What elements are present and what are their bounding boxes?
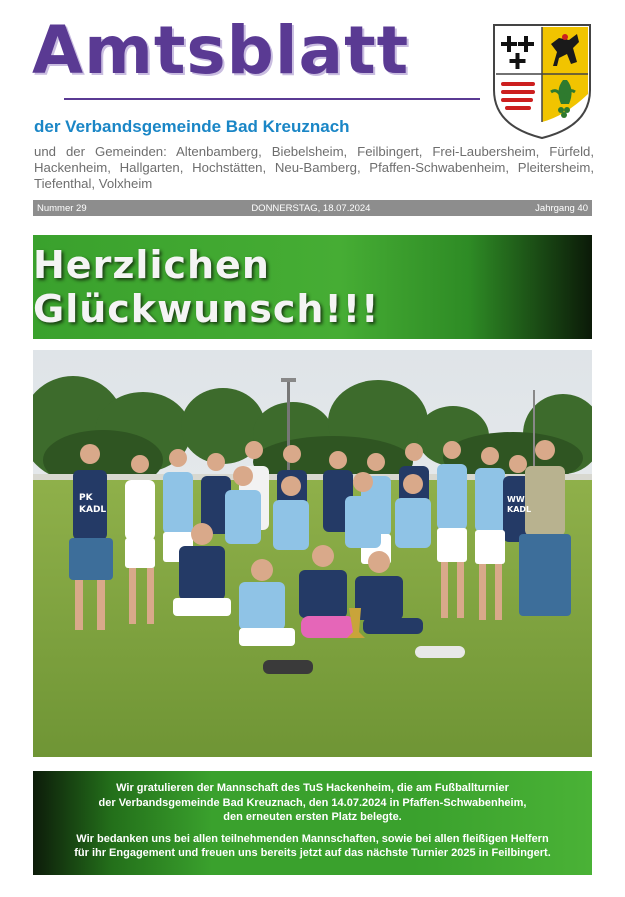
issue-date: DONNERSTAG, 18.07.2024 (251, 202, 371, 214)
message-paragraph-1 (33, 781, 592, 825)
issue-info-bar (33, 200, 592, 216)
shirt-initials-left: PK (79, 493, 93, 503)
municipalities-list: und der Gemeinden: Altenbamberg, Biebelsheim, Feilbingert, Frei-Laubersheim, Fürfeld, Hackenheim, Hallgarten, Hochstätten, Neu-Bamberg, Pfaffen-Schwabenheim, Pleitersheim, Tiefenthal, Volxheim (34, 144, 594, 191)
issue-number: Nummer 29 (37, 202, 87, 214)
shirt-initials-right: WW (507, 495, 525, 504)
banner-headline: Herzlichen Glückwunsch!!! (33, 243, 380, 331)
message-line-1: Wir gratulieren der Mannschaft des TuS Hackenheim, die am Fußballturnier (116, 782, 509, 794)
message-line-3: den erneuten ersten Platz belegte. (223, 811, 402, 823)
shirt-sponsor-right: KADL (507, 505, 532, 514)
masthead-subtitle: der Verbandsgemeinde Bad Kreuznach (34, 117, 350, 136)
message-paragraph-2 (33, 832, 592, 861)
congratulations-message (33, 771, 592, 875)
coat-of-arms-icon (491, 22, 593, 140)
message-line-4: Wir bedanken uns bei allen teilnehmenden Mannschaften, sowie bei allen fleißigen Helfern (76, 832, 549, 845)
masthead-rule (64, 98, 480, 100)
masthead-title: Amtsblatt (32, 12, 410, 89)
message-line-5: für ihr Engagement und freuen uns bereits jetzt auf das nächste Turnier 2025 in Feilbingert. (74, 847, 551, 859)
team-photo (33, 350, 592, 757)
shirt-sponsor-left: KADL (79, 505, 107, 515)
congratulations-banner (33, 235, 592, 339)
message-line-2: der Verbandsgemeinde Bad Kreuznach, den 14.07.2024 in Pfaffen-Schwabenheim, (98, 796, 527, 809)
issue-volume: Jahrgang 40 (535, 202, 588, 214)
